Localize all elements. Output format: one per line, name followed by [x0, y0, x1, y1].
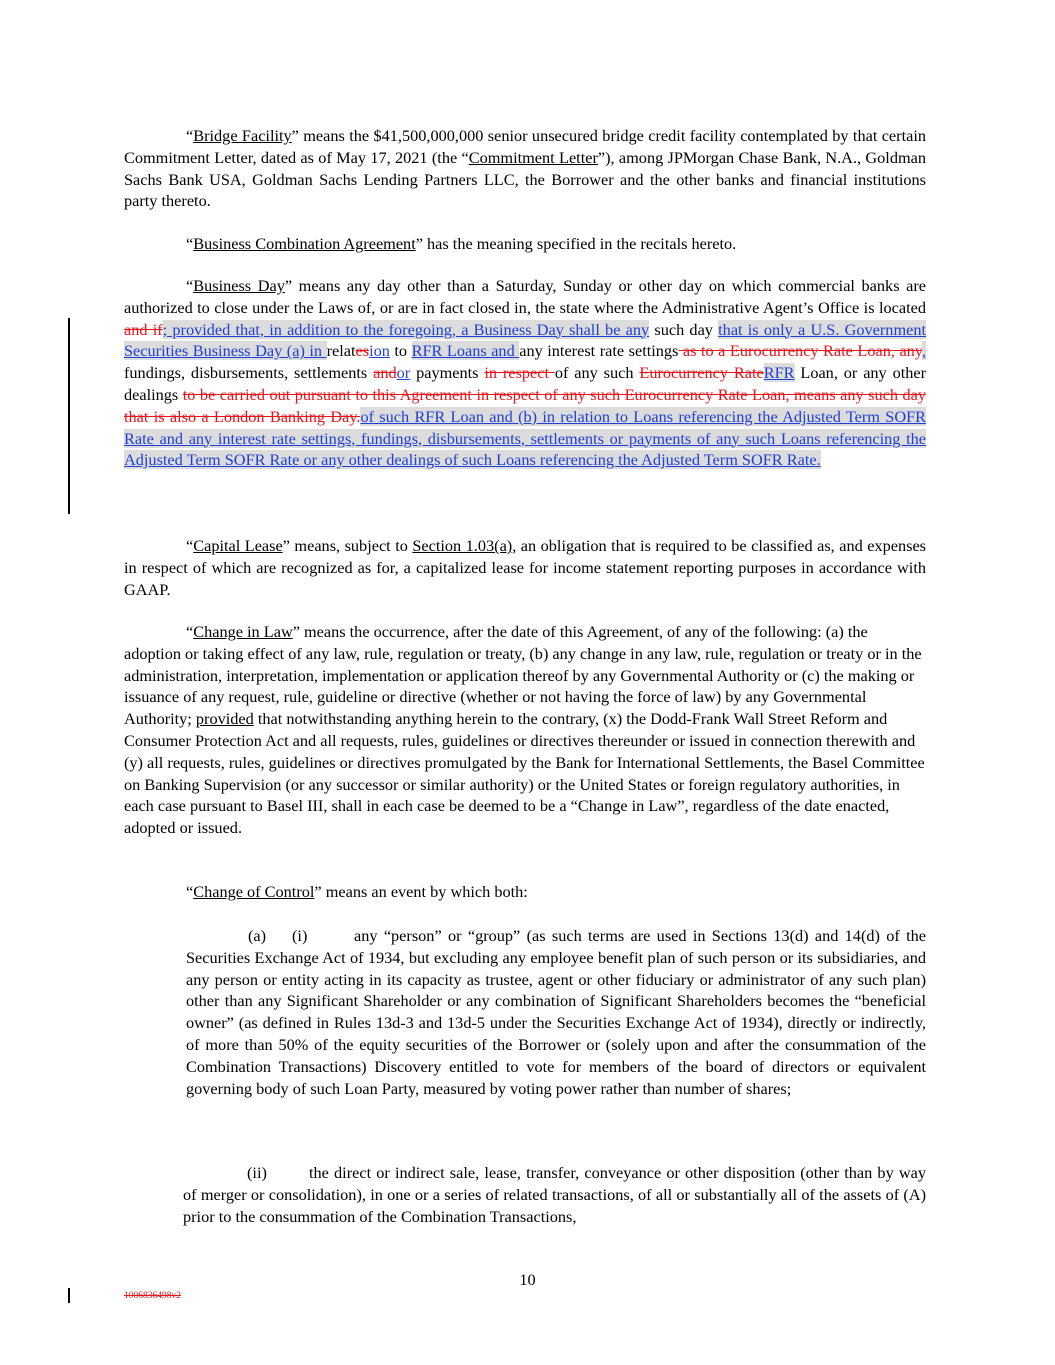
clause-ii: (ii) the direct or indirect sale, lease, transfer, conveyance or other disposition (other than by way of merger or consolidation), in one or a series of related transactions, of all or substantially all of the assets of (A) prior to the consummation of the Combination Transactions, — [183, 1163, 926, 1226]
inserted-text: ; provided that, in addition to the foregoing, a Business Day shall be any — [162, 319, 650, 339]
definition-business-day: “Business Day” means any day other than a Saturday, Sunday or other day on which commercial banks are authorized to close under the Laws of, or are in fact closed in, the state where the Administrative Agent’s Office is located and if; provided that, in addition to the foregoing, a Business Day shall be any such day that is only a U.S. Government Securities Business Day (a) in relatesion to RFR Loans and any interest rate settings as to a Eurocurrency Rate Loan, any, fundings, disbursements, settlements andor payments in respect of any such Eurocurrency RateRFR Loan, or any other dealings to be carried out pursuant to this Agreement in respect of any such Eurocurrency Rate Loan, means any such day that is also a London Banking Day.of such RFR Loan and (b) in relation to Loans referencing the Adjusted Term SOFR Rate and any interest rate settings, fundings, disbursements, settlements or payments of any such Loans referencing the Adjusted Term SOFR Rate or any other dealings of such Loans referencing the Adjusted Term SOFR Rate. — [124, 276, 927, 470]
page-number: 10 — [519, 1270, 536, 1289]
defined-term: Capital Lease — [193, 536, 283, 555]
section-reference: Section 1.03(a) — [412, 536, 513, 555]
clause-label: (ii) — [247, 1163, 267, 1182]
definition-change-in-law: “Change in Law” means the occurrence, after the date of this Agreement, of any of the following: (a) the adoption or taking effect of any law, rule, regulation or treaty, (b) any change in any law, rule, regulation or treaty or in the administration, interpretation, implementation or application thereof by any Governmental Authority or (c) the making or issuance of any request, rule, guideline or directive (whether or not having the force of law) by any Governmental Authority; provided that notwithstanding anything herein to the contrary, (x) the Dodd-Frank Wall Street Reform and Consumer Protection Act and all requests, rules, guidelines or directives thereunder or issued in connection therewith and (y) all requests, rules, guidelines or directives promulgated by the Bank for International Settlements, the Basel Committee on Banking Supervision (or any successor or similar authority) or the United States or foreign regulatory authorities, in each case pursuant to Basel III, shall in each case be deemed to be a “Change in Law”, regardless of the date enacted, adopted or issued. — [124, 622, 925, 838]
defined-term: Business Combination Agreement — [193, 234, 416, 253]
inserted-text: , — [921, 341, 926, 361]
inserted-text: or — [396, 363, 411, 383]
definition-capital-lease: “Capital Lease” means, subject to Section 1.03(a), an obligation that is required to be classified as, and expenses in respect of which are recognized as for, a capitalized lease for income statement reporting purposes in accordance with GAAP. — [124, 536, 927, 599]
deleted-text: and — [373, 363, 397, 383]
inserted-text: that is only a U.S. Government Securities Business Day (a) in — [124, 319, 927, 361]
definition-business-combination-agreement: “Business Combination Agreement” has the meaning specified in the recitals hereto. — [186, 234, 737, 253]
clause-label: (a) — [248, 926, 267, 945]
footer-change-bar — [68, 1288, 70, 1303]
deleted-text: and if — [124, 319, 163, 339]
definition-bridge-facility: “Bridge Facility” means the $41,500,000,000 senior unsecured bridge credit facility contemplated by that certain Commitment Letter, dated as of May 17, 2021 (the “Commitment Letter”), among JPMorgan Chase Bank, N.A., Goldman Sachs Bank USA, Goldman Sachs Lending Partners LLC, the Borrower and the other banks and financial institutions party thereto. — [124, 126, 926, 211]
defined-term: Bridge Facility — [193, 126, 292, 145]
inserted-text: RFR Loans and — [411, 341, 520, 361]
definition-change-of-control: “Change of Control” means an event by which both: — [186, 882, 528, 901]
clause-a-i: (a) (i) any “person” or “group” (as such terms are used in Sections 13(d) and 14(d) of the Securities Exchange Act of 1934, but excluding any employee benefit plan of such person or its subsidiaries, and any person or entity acting in its capacity as trustee, agent or other fiduciary or administrator of any such plan) other than any Significant Shareholder or any combination of Significant Shareholders becomes the “beneficial owner” (as defined in Rules 13d-3 and 13d-5 under the Securities Exchange Act of 1934), directly or indirectly, of more than 50% of the equity securities of the Borrower or (solely upon and after the consummation of the Combination Transactions) Discovery entitled to vote for members of the board of directors or equivalent governing body of such Loan Party, measured by voting power rather than number of shares; — [186, 926, 926, 1098]
deleted-text: as to a Eurocurrency Rate Loan, any — [678, 341, 922, 361]
provided-term: provided — [195, 709, 254, 729]
defined-term: Change in Law — [193, 622, 293, 641]
deleted-text: es — [355, 341, 370, 361]
clause-label: (i) — [292, 926, 308, 945]
inserted-text: RFR — [763, 363, 795, 383]
deleted-text: in respect — [484, 363, 555, 383]
revision-change-bar — [68, 318, 70, 514]
deleted-text: Eurocurrency Rate — [639, 363, 764, 383]
defined-term: Change of Control — [193, 882, 315, 901]
inserted-text: ion — [369, 341, 390, 361]
document-id: 1006836498v2 — [124, 1291, 181, 1301]
defined-term: Commitment Letter — [468, 147, 598, 167]
defined-term: Business Day — [193, 276, 285, 295]
deleted-text: to be carried out pursuant to this Agreement in respect of any such Eurocurrency Rate Loan, means any such day that is also a London Banking Day. — [124, 384, 926, 426]
inserted-text: of such RFR Loan and (b) in relation to Loans referencing the Adjusted Term SOFR Rate and any interest rate settings, fundings, disbursements, settlements or payments of any such Loans referencing the Adjusted Term SOFR Rate or any other dealings of such Loans referencing the Adjusted Term SOFR Rate. — [124, 406, 926, 470]
